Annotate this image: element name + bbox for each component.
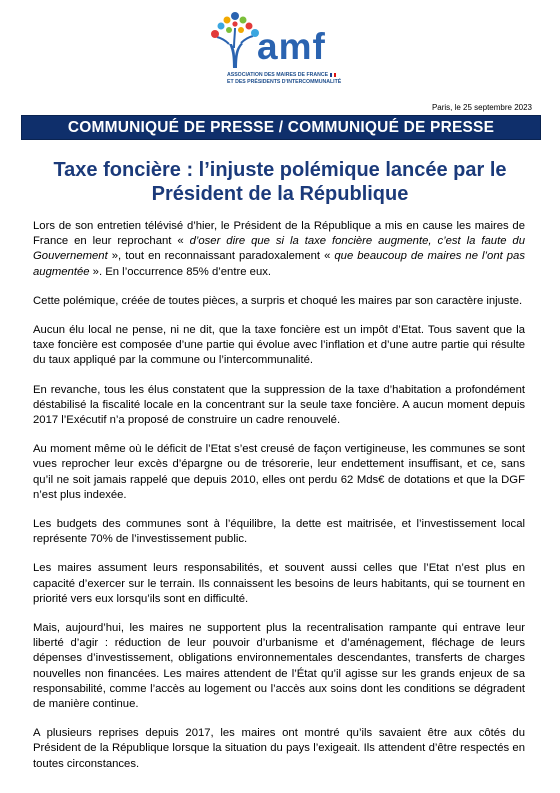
paragraph-6: Les budgets des communes sont à l’équilibre, la dette est maitrisée, et l’investissement local représente 70% de l’investissement public. — [33, 518, 525, 546]
p1-text-b: », tout en reconnaissant paradoxalement « — [107, 250, 335, 263]
body-text — [33, 219, 525, 786]
p1-quote-2: que beaucoup de maires ne l’ont pas augmentée — [33, 250, 525, 278]
paragraph-1 — [33, 219, 525, 280]
paragraph-2: Cette polémique, créée de toutes pièces, a surpris et choqué les maires par son caractère injuste. — [33, 294, 523, 307]
logo-wordmark: amf — [257, 26, 326, 67]
paragraph-3: Aucun élu local ne pense, ni ne dit, que la taxe foncière est un impôt d’Etat. Tous savent que la taxe foncière est composée d’une partie qui évolue avec l’inflation et d’une autre partie qui résulte du taux appliqué par la commune ou l’intercommunalité. — [33, 324, 525, 367]
title-line-1: Taxe foncière : l’injuste polémique lancée par le — [53, 159, 507, 181]
paragraph-9: A plusieurs reprises depuis 2017, les maires ont montré qu’ils savaient être aux côtés du Président de la République lorsque la situation du pays l’exigeait. Ils attendent d’être respectés en toutes circonstances. — [33, 727, 525, 770]
logo-caption-line2: ET DES PRÉSIDENTS D'INTERCOMMUNALITÉ — [227, 78, 342, 85]
p1-text-a: Lors de son entretien télévisé d’hier, le Président de la République a mis en cause les maires de France en leur reprochant « — [33, 220, 525, 248]
press-release-banner: COMMUNIQUÉ DE PRESSE / COMMUNIQUÉ DE PRESSE — [21, 115, 541, 140]
release-date: Paris, le 25 septembre 2023 — [431, 103, 532, 112]
paragraph-5: Au moment même où le déficit de l’Etat s’est creusé de façon vertigineuse, les communes se sont vues reprocher leur excès d’épargne ou de trésorerie, leur endettement insuffisant, et ce, sans qu’il ne soit jamais rappelé que depuis 2010, elles ont perdu 62 Mds€ de dotations et que la DGF n’est plus indexée. — [33, 443, 525, 501]
amf-logo — [205, 8, 355, 90]
logo-caption — [227, 72, 357, 85]
p1-quote-1: d’oser dire que si la taxe foncière augmente, c’est la faute du Gouvernement — [33, 235, 525, 263]
french-flag-icon — [330, 73, 336, 77]
paragraph-8: Mais, aujourd’hui, les maires ne supportent plus la recentralisation rampante qui entrave leur liberté d’agir : réduction de leur pouvoir d’urbanisme et d’aménagement, fléchage de leurs dépenses d’investissement, obligations environnementales descendantes, transferts de charges nouvelles non financées. Les maires attendent de l’État qu’il agisse sur les grands enjeux de sa responsabilité, comme l’accès au logement ou l’accès aux soins dont les conditions se dégradent de manière continue. — [33, 622, 525, 711]
paragraph-4: En revanche, tous les élus constatent que la suppression de la taxe d’habitation a profondément déstabilisé la fiscalité locale en la concentrant sur la seule taxe foncière. A aucun moment depuis 2017 l’Exécutif n’a proposé de construire un cadre renouvelé. — [33, 383, 525, 427]
logo-caption-line1: ASSOCIATION DES MAIRES DE FRANCE — [227, 72, 329, 78]
page-title — [40, 158, 520, 206]
paragraph-7: Les maires assument leurs responsabilités, et souvent aussi celles que l’Etat n’est plus en capacité d’exercer sur le terrain. Ils connaissent les besoins de leurs habitants, qui se tournent en priorité vers eux lorsqu’ils sont en difficulté. — [33, 562, 525, 605]
p1-text-c: ». En l’occurrence 85% d’entre eux. — [89, 265, 272, 278]
tree-logo-icon — [205, 10, 265, 70]
title-line-2: Président de la République — [151, 183, 409, 205]
